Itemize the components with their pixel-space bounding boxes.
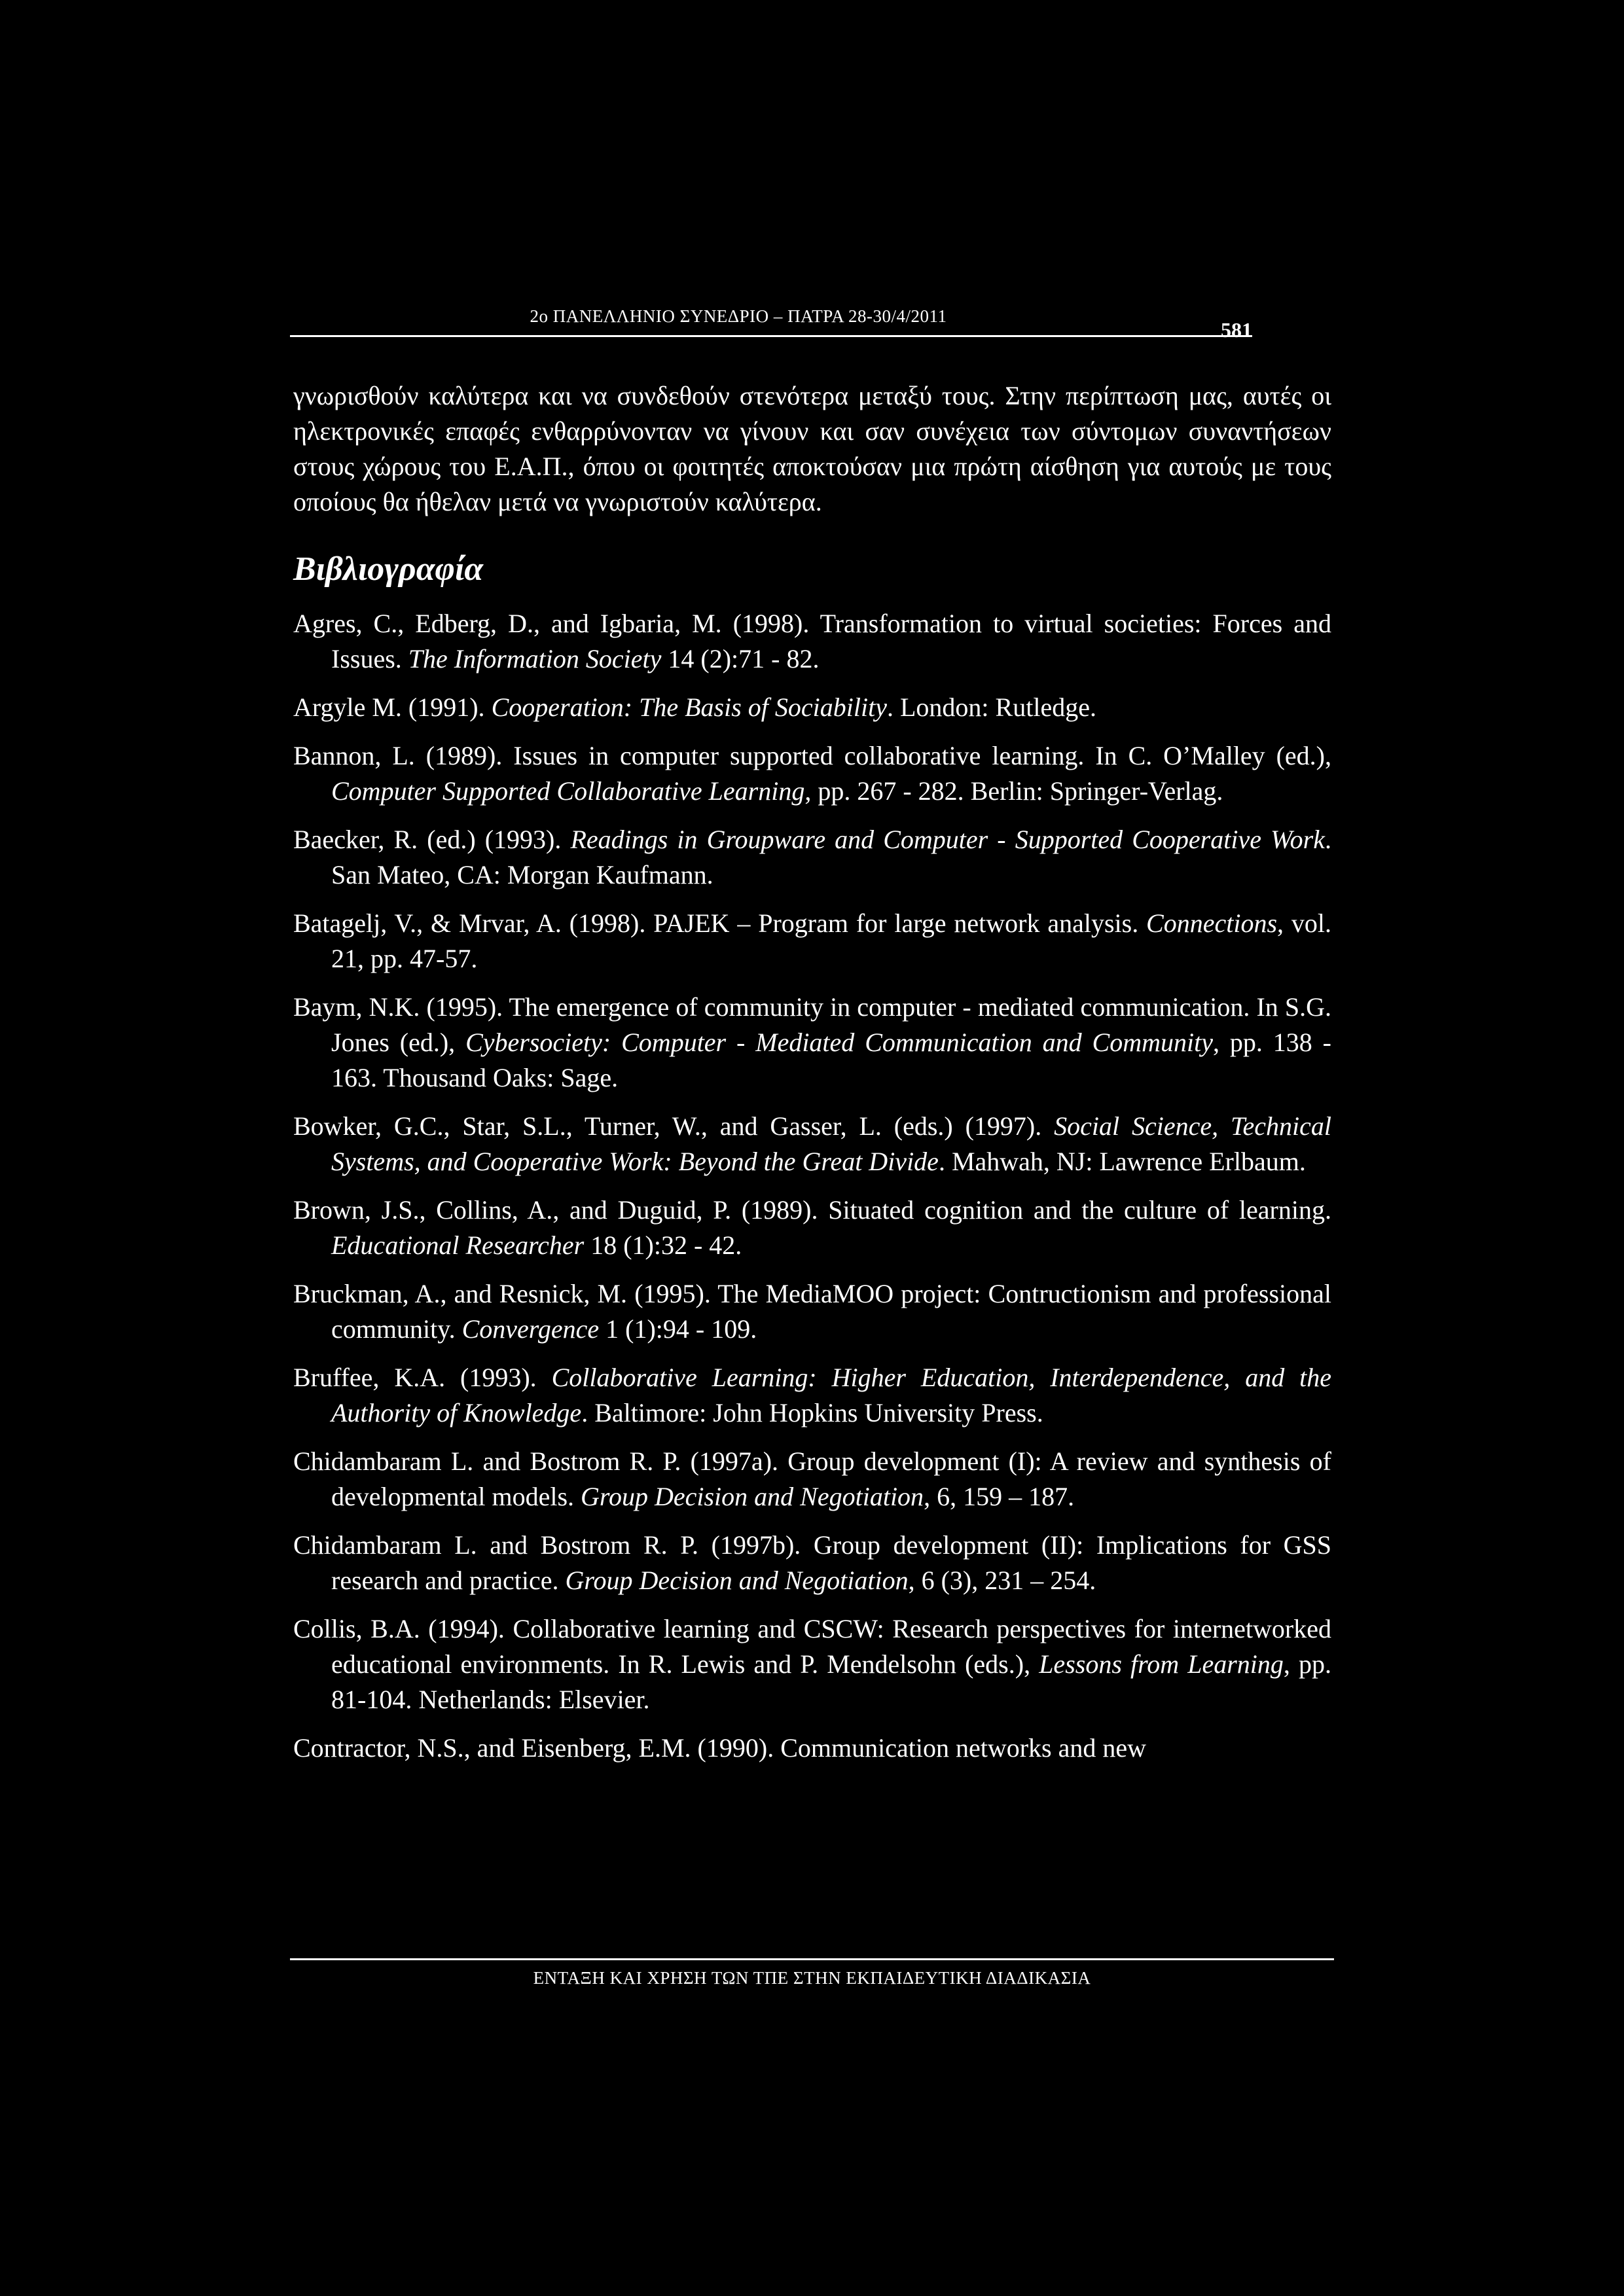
reference-item: Baecker, R. (ed.) (1993). Readings in Groupware and Computer - Supported Cooperative Work. San Mateo, CA: Morgan Kaufmann. (293, 825, 1331, 889)
reference-item: Bruffee, K.A. (1993). Collaborative Learning: Higher Education, Interdependence, and the Authority of Knowledge. Baltimore: John Hopkins University Press. (293, 1363, 1331, 1427)
reference-item: Baym, N.K. (1995). The emergence of community in computer - mediated communication. In S.G. Jones (ed.), Cybersociety: Computer - Mediated Communication and Community, pp. 138 - 163. Thousand Oaks: Sage. (293, 992, 1332, 1092)
header-title: 2ο ΠΑΝΕΛΛΗΝΙΟ ΣΥΝΕΔΡΙΟ – ΠΑΤΡΑ 28-30/4/2011 (530, 306, 947, 326)
running-footer: ΕΝΤΑΞΗ ΚΑΙ ΧΡΗΣΗ ΤΩΝ ΤΠΕ ΣΤΗΝ ΕΚΠΑΙΔΕΥΤΙΚΗ ΔΙΑΔΙΚΑΣΙΑ (290, 1958, 1334, 1988)
reference-item: Brown, J.S., Collins, A., and Duguid, P. (1989). Situated cognition and the culture of learning. Educational Researcher 18 (1):32 - 42. (293, 1195, 1331, 1260)
reference-list (293, 606, 1331, 1766)
page-body (293, 378, 1331, 1779)
reference-item: Bruckman, A., and Resnick, M. (1995). The MediaMOO project: Contructionism and professional community. Convergence 1 (1):94 - 109. (293, 1279, 1331, 1344)
reference-item: Chidambaram L. and Bostrom R. P. (1997b). Group development (II): Implications for GSS research and practice. Group Decision and Negotiation, 6 (3), 231 – 254. (293, 1530, 1331, 1595)
reference-item: Chidambaram L. and Bostrom R. P. (1997a). Group development (I): A review and synthesis of developmental models. Group Decision and Negotiation, 6, 159 – 187. (293, 1446, 1331, 1511)
reference-item: Collis, B.A. (1994). Collaborative learning and CSCW: Research perspectives for internetworked educational environments. In R. Lewis and P. Mendelsohn (eds.), Lessons from Learning, pp. 81-104. Netherlands: Elsevier. (293, 1614, 1332, 1714)
reference-item: Contractor, N.S., and Eisenberg, E.M. (1990). Communication networks and new (293, 1733, 1146, 1763)
reference-item: Bowker, G.C., Star, S.L., Turner, W., and Gasser, L. (eds.) (1997). Social Science, Technical Systems, and Cooperative Work: Beyond the Great Divide. Mahwah, NJ: Lawrence Erlbaum. (293, 1111, 1332, 1176)
intro-paragraph: γνωρισθούν καλύτερα και να συνδεθούν στενότερα μεταξύ τους. Στην περίπτωση μας, αυτές οι ηλεκτρονικές επαφές ενθαρρύνονταν να γίνουν και σαν συνέχεια των σύντομων συναντήσεων στους χώρους του Ε.Α.Π., όπου οι φοιτητές αποκτούσαν μια πρώτη αίσθηση για αυτούς με τους οποίους θα ήθελαν μετά να γνωριστούν καλύτερα. (293, 381, 1331, 516)
reference-item: Batagelj, V., & Mrvar, A. (1998). PAJEK – Program for large network analysis. Connections, vol. 21, pp. 47-57. (293, 908, 1331, 973)
section-title: Βιβλιογραφία (293, 550, 484, 588)
reference-item: Argyle M. (1991). Cooperation: The Basis of Sociability. London: Rutledge. (293, 692, 1096, 722)
reference-item: Agres, C., Edberg, D., and Igbaria, M. (1998). Transformation to virtual societies: Forces and Issues. The Information Society 14 (2):71 - 82. (293, 609, 1331, 673)
reference-item: Bannon, L. (1989). Issues in computer supported collaborative learning. In C. O’Malley (ed.), Computer Supported Collaborative Learning, pp. 267 - 282. Berlin: Springer-Verlag. (293, 741, 1331, 806)
page-number: 581 (1221, 318, 1252, 342)
running-header (290, 306, 1252, 342)
